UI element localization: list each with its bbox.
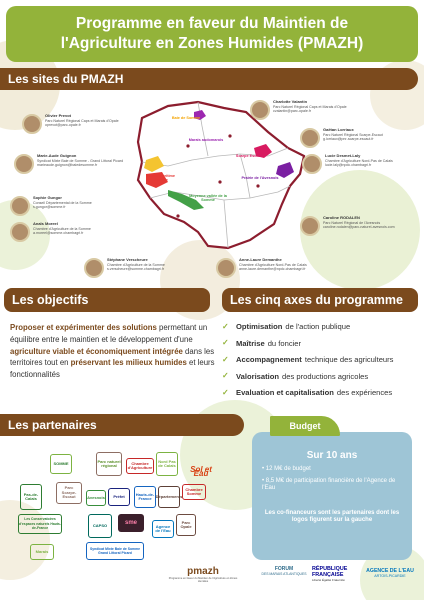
contact-text <box>273 100 347 114</box>
partner-logo-text: Chambre d'Agriculture <box>127 460 153 470</box>
partner-logo-text: Agence de l'Eau <box>155 523 171 533</box>
partner-logo <box>96 452 122 476</box>
contact-text <box>37 154 123 168</box>
map-label-moyenne-vallee: Moyenne vallée de la Somme <box>189 194 227 203</box>
partner-logo <box>18 514 62 534</box>
contact-org: Parc Naturel Régional Scarpe-Escaut <box>323 132 383 137</box>
contact-name: Stéphane Verscheure <box>107 257 148 262</box>
agence-logo-sub: ARTOIS-PICARDIE <box>374 574 406 578</box>
avatar <box>216 258 236 278</box>
republique-francaise-logo <box>312 566 358 582</box>
axis-rest: technique des agriculteurs <box>304 355 394 364</box>
axis-rest: des expériences <box>336 388 393 397</box>
partner-logo <box>86 542 144 560</box>
partner-logo <box>176 514 196 536</box>
decor-bubble <box>0 500 50 580</box>
contact-email: anne-laure.demanthe@npdc.chambagri.fr <box>239 267 306 272</box>
contact-card <box>10 222 110 242</box>
town-marker <box>186 144 189 147</box>
avatar <box>14 154 34 174</box>
contact-text <box>325 154 393 168</box>
forum-marais-logo <box>258 566 310 576</box>
budget-item: • 8,5 M€ de participation financière de l'Agence de l'Eau <box>262 478 396 492</box>
partner-logo-text: Marais <box>35 548 49 554</box>
partner-logo-text: SOMME <box>53 460 69 466</box>
contact-org: Parc Naturel Régional Caps et Marais d'Opale <box>45 118 119 123</box>
axis-item <box>222 388 418 397</box>
contact-email: lucie.laly@npdc.chambagri.fr <box>325 163 372 168</box>
axis-item <box>222 372 418 381</box>
check-icon: ✓ <box>222 338 229 347</box>
pmazh-logo-sub: Programme en faveur du Maintien de l'Agriculture en Zones Humides <box>168 577 238 583</box>
contact-text <box>33 196 92 210</box>
objectif-highlight: préservant les milieux humides <box>70 358 187 368</box>
contact-card <box>14 154 124 174</box>
axis-bold: Maîtrise <box>236 338 265 348</box>
contact-card <box>302 154 414 174</box>
page-title <box>6 6 418 62</box>
contact-card <box>84 258 184 278</box>
contact-email: caroline.rodalen@parc-naturel-avesnois.com <box>323 225 395 230</box>
contact-org: Chambre d'Agriculture de la Somme <box>107 262 165 267</box>
partner-logo <box>56 482 82 504</box>
contact-org: Chambre d'Agriculture Nord-Pas de Calais <box>325 158 393 163</box>
contact-card <box>10 196 100 216</box>
contact-card <box>250 100 360 120</box>
axis-item <box>222 339 418 348</box>
partner-logo-text: Syndicat Mixte Baie de Somme Grand Littoral Picard <box>90 546 140 555</box>
contact-email: a.moreel@somme.chambagri.fr <box>33 231 84 236</box>
section-header-sites: Les sites du PMAZH <box>0 68 418 90</box>
objectif-highlight: agriculture viable et économiquement intégrée <box>10 346 183 356</box>
partner-logo <box>156 452 178 476</box>
agence-logo-text: AGENCE DE L'EAU <box>366 568 414 574</box>
contact-card <box>300 128 412 148</box>
avatar <box>300 128 320 148</box>
budget-item: • 12 M€ de budget <box>262 466 311 472</box>
contact-org: Chambre d'Agriculture de la Somme <box>33 226 91 231</box>
budget-title: Sur 10 ans <box>306 450 358 461</box>
forum-logo-line2: DES MARAIS ATLANTIQUES <box>261 572 307 576</box>
partner-logo-text: Parc naturel régional <box>97 458 121 468</box>
contact-org: Parc Naturel Régional de l'Avesnois <box>323 220 381 225</box>
partner-logo-text: Préfet <box>113 493 125 499</box>
partner-logo <box>152 520 174 538</box>
contact-name: Olivier Prevot <box>45 113 72 118</box>
avatar <box>250 100 270 120</box>
partner-logo-text: Avesnois <box>87 494 105 500</box>
partner-logo-text: Chambre Somme <box>185 486 203 496</box>
pmazh-logo <box>168 566 238 583</box>
contact-org: Parc Naturel Régional Caps et Marais d'Opale <box>273 104 347 109</box>
partner-logo <box>134 486 156 508</box>
title-line-2: l'Agriculture en Zones Humides (PMAZH) <box>60 35 364 52</box>
partner-logo <box>86 490 106 506</box>
partner-logo <box>118 514 144 532</box>
contact-email: oprevot@parc-opale.fr <box>45 123 81 128</box>
town-marker <box>218 180 221 183</box>
axis-rest: des productions agricoles <box>282 371 369 381</box>
rf-line1: RÉPUBLIQUE <box>312 566 348 572</box>
map-label-scarpe-escaut: Scarpe Escaut <box>235 154 263 158</box>
contact-name: Gaëtan Lorriaux <box>323 127 354 132</box>
axis-bold: Accompagnement <box>236 355 302 364</box>
axis-rest: de l'action publique <box>285 322 351 331</box>
contact-name: Sophie Gungor <box>33 195 62 200</box>
partner-logo <box>155 486 183 508</box>
contact-email: s.verscheure@somme.chambagri.fr <box>107 267 164 272</box>
axes-list <box>222 322 418 405</box>
contact-org: Chambre d'Agriculture Nord-Pas de Calais <box>239 262 307 267</box>
section-header-axes: Les cinq axes du programme <box>222 288 418 312</box>
pmazh-logo-text: pmazh <box>187 566 219 577</box>
check-icon: ✓ <box>222 387 229 397</box>
contact-text <box>107 258 165 272</box>
contact-text <box>45 114 119 128</box>
axis-bold: Evaluation et capitalisation <box>236 388 334 397</box>
partner-logo-text: Nord Pas de Calais <box>158 458 176 468</box>
partner-logo <box>88 514 112 538</box>
section-header-partenaires: Les partenaires <box>0 414 244 436</box>
partner-logo-text: Départements <box>155 493 183 499</box>
contact-email: s.gungor@somme.fr <box>33 205 66 210</box>
axis-rest: du foncier <box>267 338 302 348</box>
avatar <box>302 154 322 174</box>
axis-bold: Valorisation <box>236 371 280 381</box>
partner-logo <box>20 484 42 510</box>
partner-logo-text: sme <box>124 519 137 526</box>
objectif-text: et leurs fonctionnalités <box>10 358 215 380</box>
map-label-plaine-maritime: Plaine maritime Picarde <box>146 174 176 183</box>
objectif-text: dans les territoires tout en <box>10 346 215 368</box>
contact-text <box>239 258 307 272</box>
title-line-1: Programme en faveur du Maintien de <box>75 15 349 32</box>
map-label-marais-audomarois: Marais audomarois <box>188 138 224 142</box>
budget-footnote: Les co-financeurs sont les partenaires dont les logos figurent sur la gauche <box>264 510 400 524</box>
budget-item-text: 8,5 M€ de participation financière de l'Agence de l'Eau <box>262 478 396 492</box>
partner-logo-text: Hauts-de-France <box>135 491 155 501</box>
partner-logo <box>108 488 130 506</box>
check-icon: ✓ <box>222 354 229 364</box>
partner-logo-text: Parc Opale <box>180 519 192 529</box>
contact-text <box>33 222 91 236</box>
partner-logo <box>50 454 72 474</box>
partner-logo-text: Sol et Eau <box>190 464 212 478</box>
contact-card <box>300 216 416 236</box>
objectifs-text <box>10 322 220 381</box>
axis-item <box>222 355 418 364</box>
contact-name: Caroline RODALEN <box>323 215 360 220</box>
town-marker <box>176 214 179 217</box>
rf-motto: Liberté Égalité Fraternité <box>312 578 345 582</box>
objectif-text: permettant un équilibre entre le maintien et le développement d'une <box>10 323 208 344</box>
objectif-highlight: Proposer et expérimenter des solutions <box>10 323 157 332</box>
avatar <box>10 222 30 242</box>
contact-name: Anne-Laure Demanthe <box>239 257 282 262</box>
avatar <box>10 196 30 216</box>
check-icon: ✓ <box>222 371 229 380</box>
budget-item-text: 12 M€ de budget <box>265 466 311 472</box>
map-label-prairie-avesnois: Prairie de l'Avesnois <box>241 176 279 180</box>
rf-line2: FRANÇAISE <box>312 572 344 578</box>
contact-name: Marie-Aude Guignon <box>37 153 77 158</box>
contact-org: Conseil Départemental de la Somme <box>33 200 92 205</box>
contact-text <box>323 128 383 142</box>
contact-card <box>22 114 126 134</box>
contact-name: Lucie Desmet-Laly <box>325 153 361 158</box>
partner-logo-text: CAPSO <box>92 522 108 528</box>
contact-name: Anaïs Moreel <box>33 221 58 226</box>
contact-email: g.lorriaux@pnr-scarpe-escaut.fr <box>323 137 374 142</box>
map-label-baie-somme: Baie de Somme <box>171 116 201 120</box>
partner-logo-text: Parc Scarpe-Escaut <box>61 485 77 500</box>
partner-logo-text: Pas-de-Calais <box>23 491 39 501</box>
section-header-objectifs: Les objectifs <box>4 288 210 312</box>
axis-bold: Optimisation <box>236 322 283 331</box>
partner-logo <box>30 544 54 560</box>
contact-text <box>323 216 395 230</box>
contact-org: Syndicat Mixte Baie de Somme - Grand Littoral Picard <box>37 158 124 163</box>
avatar <box>300 216 320 236</box>
forum-logo-line1: FORUM <box>274 566 294 572</box>
partner-logo <box>126 458 154 474</box>
contact-email: marieaude.guignon@baiedesomme.fr <box>37 163 98 168</box>
contact-email: cvalantin@parc-opale.fr <box>273 109 312 114</box>
town-marker <box>228 134 231 137</box>
agence-eau-logo <box>360 568 420 578</box>
budget-label: Budget <box>270 416 340 436</box>
check-icon: ✓ <box>222 321 229 331</box>
partner-logo-text: Les Conservatoires d'espaces naturels Hauts-de-France <box>19 517 61 531</box>
contact-card <box>216 258 328 278</box>
partner-logo <box>182 484 206 500</box>
contact-name: Charlotte Valantin <box>273 99 308 104</box>
axis-item <box>222 322 418 331</box>
avatar <box>84 258 104 278</box>
town-marker <box>256 184 259 187</box>
avatar <box>22 114 42 134</box>
partner-logo <box>186 462 216 482</box>
